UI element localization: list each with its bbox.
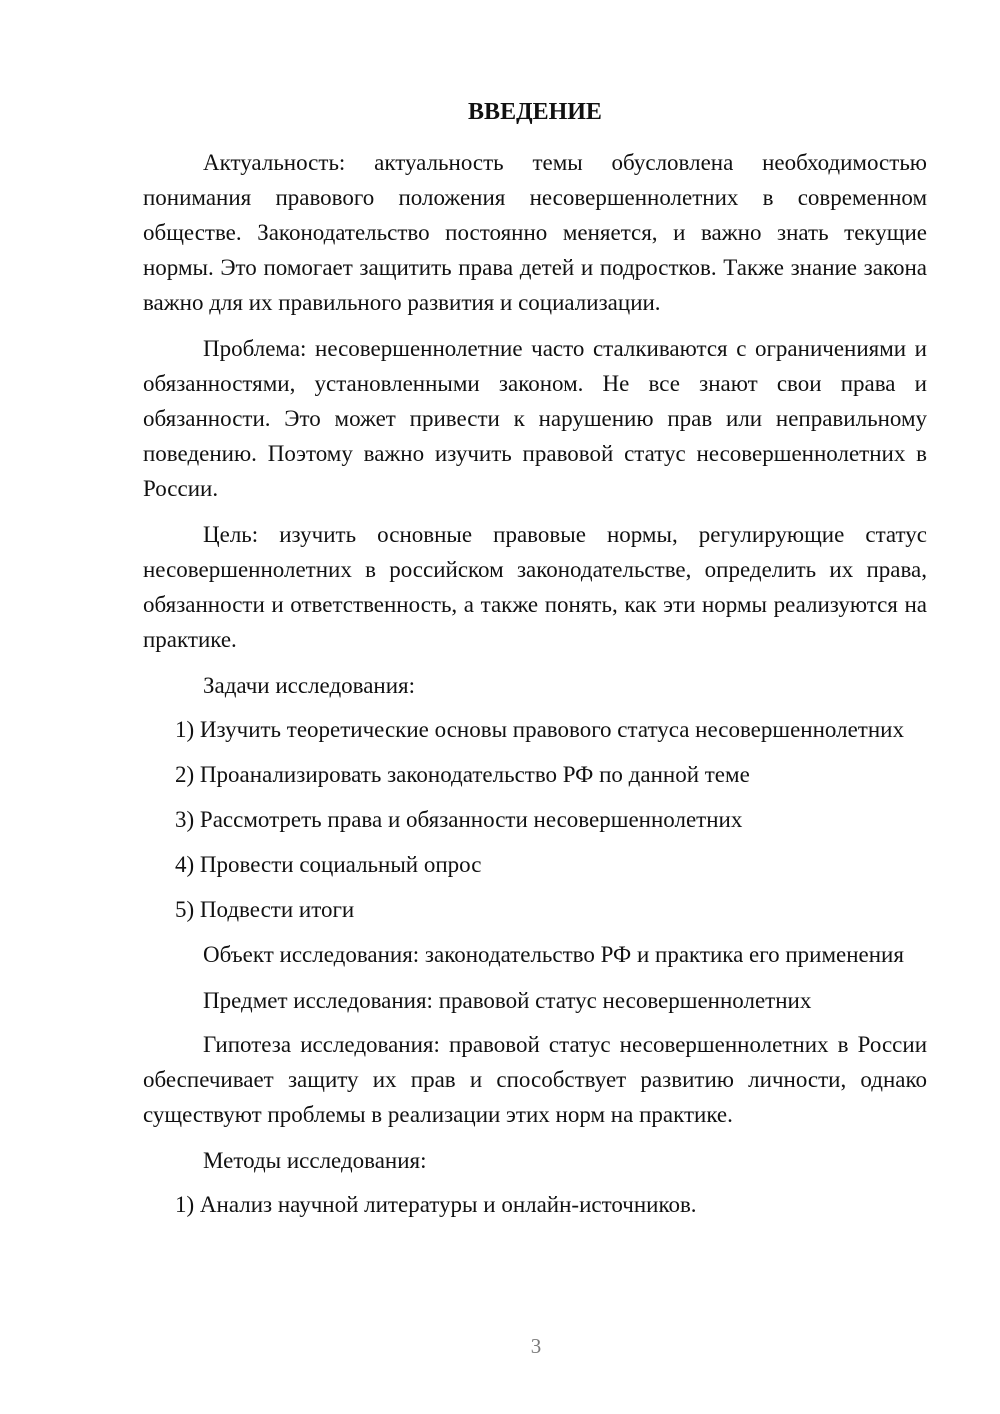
paragraph-goal: Цель: изучить основные правовые нормы, регулирующие статус несовершеннолетних в российском законодательстве, определить их права, обязанности и ответственность, а также понять, как эти нормы реализуются на практике. xyxy=(143,522,927,652)
page-number: 3 xyxy=(530,1334,542,1358)
paragraph-relevance: Актуальность: актуальность темы обусловлена необходимостью понимания правового положения несовершеннолетних в современном обществе. Законодательство постоянно меняется, и важно знать текущие нормы. Это помогает защитить права детей и подростков. Также знание закона важно для их правильного развития и социализации. xyxy=(143,150,927,315)
task-item: 2) Проанализировать законодательство РФ по данной теме xyxy=(175,762,750,787)
task-item: 4) Провести социальный опрос xyxy=(175,852,482,877)
paragraph-problem: Проблема: несовершеннолетние часто сталкиваются с ограничениями и обязанностями, установленными законом. Не все знают свои права и обязанности. Это может привести к нарушению прав или неправильному поведению. Поэтому важно изучить правовой статус несовершеннолетних в России. xyxy=(143,336,927,501)
paragraph-methods-heading: Методы исследования: xyxy=(203,1148,427,1173)
task-item: 5) Подвести итоги xyxy=(175,897,355,922)
document-page xyxy=(143,96,927,1232)
paragraph-object: Объект исследования: законодательство РФ и практика его применения xyxy=(203,942,904,967)
section-heading: ВВЕДЕНИЕ xyxy=(468,99,602,125)
method-item: 1) Анализ научной литературы и онлайн-источников. xyxy=(175,1192,697,1217)
task-item: 1) Изучить теоретические основы правового статуса несовершеннолетних xyxy=(175,717,904,742)
task-item: 3) Рассмотреть права и обязанности несовершеннолетних xyxy=(175,807,743,832)
paragraph-hypothesis: Гипотеза исследования: правовой статус несовершеннолетних в России обеспечивает защиту их прав и способствует развитию личности, однако существуют проблемы в реализации этих норм на практике. xyxy=(143,1032,927,1127)
paragraph-subject: Предмет исследования: правовой статус несовершеннолетних xyxy=(203,988,812,1013)
paragraph-tasks-heading: Задачи исследования: xyxy=(203,673,416,698)
